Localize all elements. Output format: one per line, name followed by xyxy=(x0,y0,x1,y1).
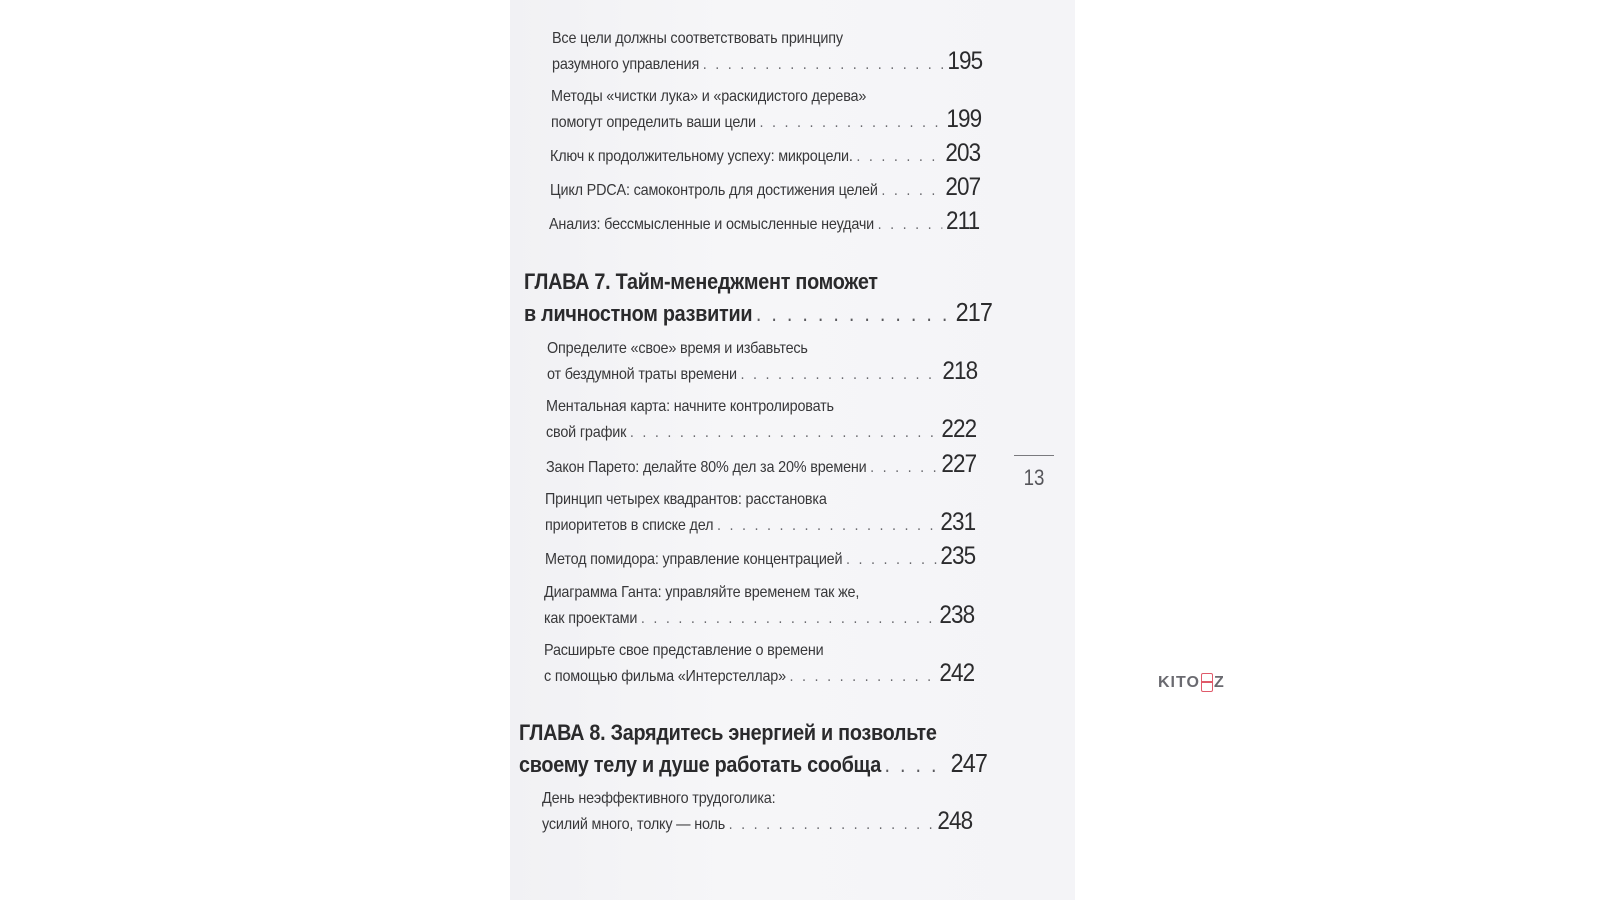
dot-leader xyxy=(759,112,942,134)
toc-entry-line: с помощью фильма «Интерстеллар» xyxy=(544,668,786,685)
toc-entry xyxy=(546,396,976,444)
toc-entry xyxy=(545,542,976,571)
toc-page-number: 207 xyxy=(945,173,981,201)
table-of-contents xyxy=(510,0,1075,900)
dot-leader xyxy=(756,299,952,329)
toc-entry-line: как проектами xyxy=(544,610,638,627)
chapter-title: в личностном развитии xyxy=(524,301,753,326)
page-folio xyxy=(1014,455,1054,491)
dot-leader xyxy=(703,54,944,76)
toc-entry-line: Диаграмма Ганта: управляйте временем так же, xyxy=(544,584,860,601)
toc-entry xyxy=(544,582,974,630)
toc-entry-line: Цикл PDCA: самоконтроль для достижения целей xyxy=(550,182,878,199)
dot-leader xyxy=(740,364,938,386)
toc-entry-line: Ментальная карта: начните контролировать xyxy=(546,398,834,415)
toc-page-number: 242 xyxy=(939,659,975,687)
dot-leader xyxy=(870,457,938,479)
toc-entry xyxy=(544,640,974,688)
toc-entry-line: от бездумной траты времени xyxy=(547,366,737,383)
toc-entry-line: свой график xyxy=(546,424,627,441)
chapter-heading xyxy=(519,718,987,780)
chapter-heading xyxy=(524,267,992,329)
toc-entry-line: Расширьте свое представление о времени xyxy=(544,642,824,659)
toc-page-number: 195 xyxy=(947,47,983,75)
toc-entry xyxy=(546,450,977,479)
toc-entry-line: приоритетов в списке дел xyxy=(545,517,714,534)
toc-entry xyxy=(550,173,981,202)
toc-entry-line: День неэффективного трудоголика: xyxy=(542,790,776,807)
toc-page-number: 235 xyxy=(940,542,976,570)
toc-entry xyxy=(551,86,981,134)
toc-entry-line: Принцип четырех квадрантов: расстановка xyxy=(545,491,827,508)
toc-page-number: 247 xyxy=(950,748,987,778)
dot-leader xyxy=(630,422,938,444)
toc-page-number: 238 xyxy=(939,601,975,629)
dot-leader xyxy=(729,814,934,836)
chapter-title: ГЛАВА 7. Тайм-менеджмент поможет xyxy=(524,269,878,294)
toc-entry xyxy=(545,489,975,537)
toc-page-number: 227 xyxy=(941,450,977,478)
dot-leader xyxy=(717,515,937,537)
chapter-title: ГЛАВА 8. Зарядитесь энергией и позвольте xyxy=(519,720,937,745)
toc-page-number: 248 xyxy=(937,807,973,835)
toc-page-number: 199 xyxy=(946,105,982,133)
toc-page-number: 217 xyxy=(955,297,992,327)
book-page xyxy=(510,0,1075,900)
dot-leader xyxy=(846,549,937,571)
chapter-title: своему телу и душе работать сообща xyxy=(519,752,881,777)
logo-b-icon xyxy=(1201,673,1213,692)
toc-entry xyxy=(542,788,972,836)
dot-leader xyxy=(641,608,936,630)
toc-page-number: 218 xyxy=(942,357,978,385)
toc-page-number: 203 xyxy=(945,139,981,167)
dot-leader xyxy=(856,146,941,168)
toc-entry xyxy=(552,28,982,76)
toc-entry-line: усилий много, толку — ноль xyxy=(542,816,726,833)
toc-entry-line: Закон Парето: делайте 80% дел за 20% времени xyxy=(546,459,867,476)
toc-entry-line: Определите «свое» время и избавьтесь xyxy=(547,340,808,357)
logo-text: Z xyxy=(1213,673,1225,691)
watermark-logo xyxy=(1158,673,1225,692)
toc-entry xyxy=(550,139,981,168)
folio-rule xyxy=(1014,455,1054,456)
toc-entry-line: помогут определить ваши цели xyxy=(551,114,756,131)
toc-entry-line: разумного управления xyxy=(552,56,700,73)
logo-text: KITO xyxy=(1158,673,1200,691)
toc-page-number: 222 xyxy=(941,415,977,443)
toc-entry-line: Методы «чистки лука» и «раскидистого дерева» xyxy=(551,88,867,105)
dot-leader xyxy=(881,180,941,202)
toc-entry-line: Метод помидора: управление концентрацией xyxy=(545,551,843,568)
toc-entry xyxy=(547,338,977,386)
dot-leader xyxy=(885,750,947,780)
toc-entry xyxy=(549,207,980,236)
folio-page-number: 13 xyxy=(1023,465,1045,490)
dot-leader xyxy=(878,214,943,236)
toc-entry-line: Ключ к продолжительному успеху: микроцели. xyxy=(550,148,853,165)
toc-entry-line: Все цели должны соответствовать принципу xyxy=(552,30,843,47)
toc-entry-line: Анализ: бессмысленные и осмысленные неудачи xyxy=(549,216,875,233)
toc-page-number: 231 xyxy=(940,508,976,536)
dot-leader xyxy=(790,666,936,688)
toc-page-number: 211 xyxy=(946,207,980,235)
